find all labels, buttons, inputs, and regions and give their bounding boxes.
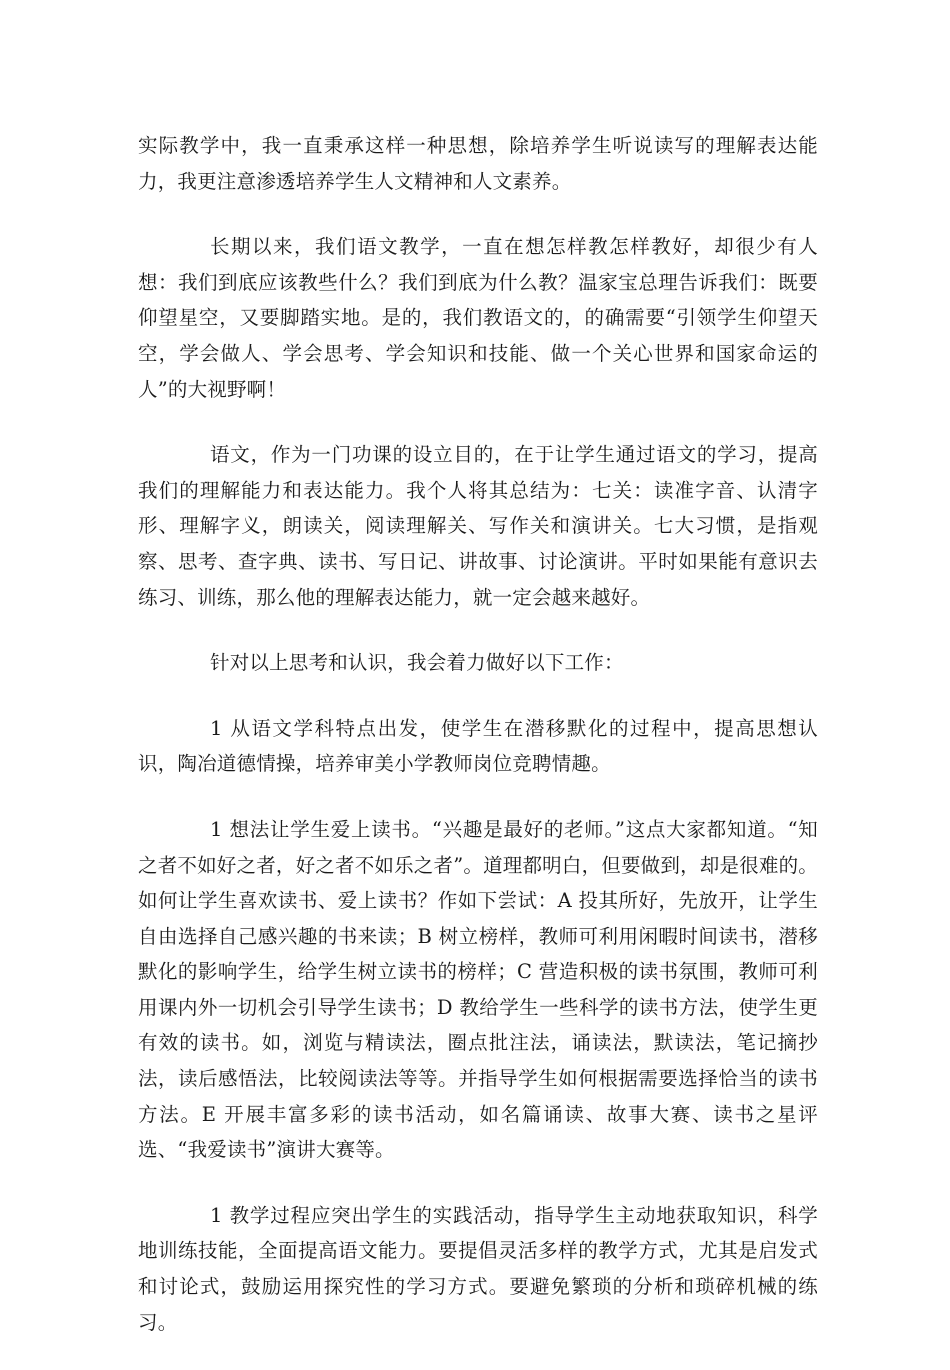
- paragraph: 1 教学过程应突出学生的实践活动，指导学生主动地获取知识，科学地训练技能，全面提高语文能力。要提倡灵活多样的教学方式，尤其是启发式和讨论式，鼓励运用探究性的学习方式。要避免繁琐的分析和琐碎机械的练习。: [138, 1203, 818, 1334]
- paragraph: 1 从语文学科特点出发，使学生在潜移默化的过程中，提高思想认识，陶冶道德情操，培养审美小学教师岗位竞聘情趣。: [138, 716, 818, 776]
- paragraph: 语文，作为一门功课的设立目的，在于让学生通过语文的学习，提高我们的理解能力和表达能力。我个人将其总结为：七关：读准字音、认清字形、理解字义，朗读关，阅读理解关、写作关和演讲关。七大习惯，是指观察、思考、查字典、读书、写日记、讲故事、讨论演讲。平时如果能有意识去练习、训练，那么他的理解表达能力，就一定会越来越好。: [138, 443, 818, 609]
- paragraph: 长期以来，我们语文教学，一直在想怎样教怎样教好，却很少有人想：我们到底应该教些什么？我们到底为什么教？温家宝总理告诉我们：既要仰望星空，又要脚踏实地。是的，我们教语文的，的确需要“引领学生仰望天空，学会做人、学会思考、学会知识和技能、做一个关心世界和国家命运的人”的大视野啊！: [138, 235, 818, 401]
- document-page: [138, 128, 818, 1370]
- paragraph: 实际教学中，我一直秉承这样一种思想，除培养学生听说读写的理解表达能力，我更注意渗透培养学生人文精神和人文素养。: [138, 134, 818, 193]
- paragraph: 针对以上思考和认识，我会着力做好以下工作：: [210, 651, 624, 675]
- paragraph: 1 想法让学生爱上读书。“兴趣是最好的老师。”这点大家都知道。“知之者不如好之者，好之者不如乐之者”。道理都明白，但要做到，却是很难的。如何让学生喜欢读书、爱上读书？作如下尝试：A 投其所好，先放开，让学生自由选择自己感兴趣的书来读；B 树立榜样，教师可利用闲暇时间读书，潜移默化的影响学生，给学生树立读书的榜样；C 营造积极的读书氛围，教师可利用课内外一切机会引导学生读书；D 教给学生一些科学的读书方法，使学生更有效的读书。如，浏览与精读法，圈点批注法，诵读法，默读法，笔记摘抄法，读后感悟法，比较阅读法等等。并指导学生如何根据需要选择恰当的读书方法。E 开展丰富多彩的读书活动，如名篇诵读、故事大赛、读书之星评选、“我爱读书”演讲大赛等。: [138, 817, 818, 1162]
